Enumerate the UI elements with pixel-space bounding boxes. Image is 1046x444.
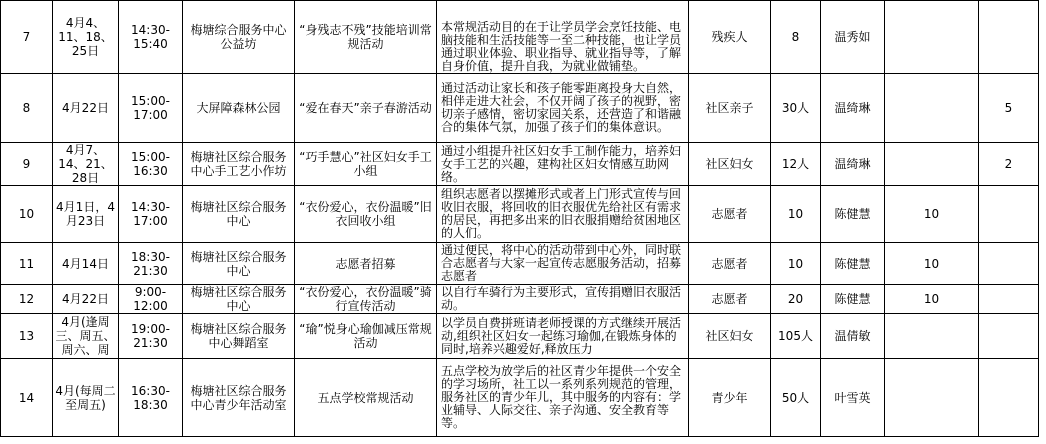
- volunteers-cell: [885, 1, 979, 74]
- volunteers-cell: 10: [885, 186, 979, 243]
- date-text: 4月(逢周三、周五、周六、周: [55, 314, 116, 357]
- time-cell: 18:30-21:30: [119, 243, 183, 285]
- target-cell: 社区妇女: [689, 314, 771, 359]
- activity-name-cell: 五点学校常规活动: [295, 359, 437, 437]
- time-cell: 15:00-16:30: [119, 143, 183, 186]
- content-text: 通过小组提升社区妇女手工制作能力，培养妇女手工艺的兴趣，建构社区妇女情感互助网络。: [441, 143, 682, 184]
- date-cell: 4月14日: [53, 243, 119, 285]
- volunteers-cell: [885, 314, 979, 359]
- place-cell: 梅塘社区综合服务中心: [183, 285, 295, 314]
- count-cell: 30人: [771, 74, 821, 143]
- target-cell: 青少年: [689, 359, 771, 437]
- content-cell: [437, 74, 689, 143]
- table-row: [1, 74, 1039, 143]
- place-cell: 梅塘综合服务中心公益坊: [183, 1, 295, 74]
- place-cell: 梅塘社区综合服务中心: [183, 186, 295, 243]
- hours-cell: [979, 1, 1039, 74]
- content-text: 组织志愿者以摆摊形式或者上门形式宣传与回收旧衣服，将回收的旧衣服优先给社区有需求的居民，再把多出来的旧衣服捐赠给贫困地区的人们。: [441, 187, 682, 240]
- content-text: 以学员自费拼班请老师授课的方式继续开展活动,组织社区妇女一起练习瑜伽,在锻炼身体的同时,培养兴趣爱好,释放压力: [441, 315, 682, 356]
- count-cell: 10: [771, 186, 821, 243]
- staff-cell: 陈健慧: [821, 243, 885, 285]
- activity-name-cell: “身残志不残”技能培训常规活动: [295, 1, 437, 74]
- time-cell: 19:00-21:30: [119, 314, 183, 359]
- row-number: 11: [1, 243, 53, 285]
- volunteers-cell: 10: [885, 243, 979, 285]
- time-cell: 15:00-17:00: [119, 74, 183, 143]
- table-row: [1, 143, 1039, 186]
- place-cell: 梅塘社区综合服务中心舞蹈室: [183, 314, 295, 359]
- row-number: 7: [1, 1, 53, 74]
- activity-name-cell: “衣份爱心，衣份温暖”旧衣回收小组: [295, 186, 437, 243]
- activity-name-cell: “巧手慧心”社区妇女手工小组: [295, 143, 437, 186]
- row-number: 13: [1, 314, 53, 359]
- hours-cell: 5: [979, 74, 1039, 143]
- row-number: 10: [1, 186, 53, 243]
- activity-name-cell: “衣份爱心，衣份温暖”骑行宣传活动: [295, 285, 437, 314]
- count-cell: 12人: [771, 143, 821, 186]
- volunteers-cell: 10: [885, 285, 979, 314]
- activity-name-cell: 志愿者招募: [295, 243, 437, 285]
- place-cell: 梅塘社区综合服务中心: [183, 243, 295, 285]
- date-cell: 4月7、14、21、28日: [53, 143, 119, 186]
- content-text: 以自行车骑行为主要形式，宣传捐赠旧衣服活动。: [441, 285, 682, 312]
- row-number: 14: [1, 359, 53, 437]
- count-cell: 20: [771, 285, 821, 314]
- target-cell: 社区亲子: [689, 74, 771, 143]
- content-cell: [437, 314, 689, 359]
- staff-cell: 温绮琳: [821, 74, 885, 143]
- content-cell: [437, 243, 689, 285]
- staff-cell: 温绮琳: [821, 143, 885, 186]
- count-cell: 50人: [771, 359, 821, 437]
- time-cell: 14:30-17:00: [119, 186, 183, 243]
- table-row: [1, 314, 1039, 359]
- content-cell: [437, 1, 689, 74]
- count-cell: 10: [771, 243, 821, 285]
- hours-cell: [979, 314, 1039, 359]
- date-cell: 4月(每周二至周五): [53, 359, 119, 437]
- count-cell: 105人: [771, 314, 821, 359]
- content-text: 通过活动让家长和孩子能零距离投身大自然，相伴走进大社会，不仅开阔了孩子的视野，密切亲子感情，密切家园关系，还营造了和谐融合的集体气氛，加强了孩子们的集体意识。: [441, 81, 682, 134]
- content-text: 本常规活动目的在于让学员学会烹饪技能、电脑技能和生活技能等一至二种技能，也让学员通过职业体验、职业指导、就业指导等，了解自身价值，提升自我，为就业做铺垫。: [441, 19, 682, 73]
- date-cell: 4月4、11、18、25日: [53, 1, 119, 74]
- hours-cell: [979, 285, 1039, 314]
- target-cell: 志愿者: [689, 186, 771, 243]
- hours-cell: [979, 243, 1039, 285]
- content-cell: [437, 359, 689, 437]
- date-cell: 4月1日，4月23日: [53, 186, 119, 243]
- hours-cell: [979, 359, 1039, 437]
- place-cell: 梅塘社区综合服务中心青少年活动室: [183, 359, 295, 437]
- date-cell: 4月22日: [53, 74, 119, 143]
- staff-cell: 陈健慧: [821, 285, 885, 314]
- content-text: 通过便民，将中心的活动带到中心外，同时联合志愿者与大家一起宣传志愿服务活动，招募志愿者: [441, 243, 682, 283]
- row-number: 8: [1, 74, 53, 143]
- table-row: [1, 186, 1039, 243]
- time-cell: 16:30-18:30: [119, 359, 183, 437]
- activity-name-cell: “爱在春天”亲子春游活动: [295, 74, 437, 143]
- target-cell: 社区妇女: [689, 143, 771, 186]
- time-cell: 9:00-12:00: [119, 285, 183, 314]
- table-row: [1, 243, 1039, 285]
- activity-name-cell: “瑜”悦身心瑜伽减压常规活动: [295, 314, 437, 359]
- content-text: 五点学校为放学后的社区青少年提供一个安全的学习场所，社工以一系列系列规范的管理，服务社区的青少年儿，其中服务的内容有：学业辅导、人际交往、亲子沟通、安全教育等等。: [441, 364, 682, 430]
- target-cell: 志愿者: [689, 243, 771, 285]
- table-row: [1, 359, 1039, 437]
- place-cell: 大屏障森林公园: [183, 74, 295, 143]
- content-cell: [437, 186, 689, 243]
- target-cell: 残疾人: [689, 1, 771, 74]
- target-cell: 志愿者: [689, 285, 771, 314]
- volunteers-cell: [885, 143, 979, 186]
- count-cell: 8: [771, 1, 821, 74]
- row-number: 9: [1, 143, 53, 186]
- staff-cell: 陈健慧: [821, 186, 885, 243]
- table-row: [1, 1, 1039, 74]
- content-cell: [437, 285, 689, 314]
- volunteers-cell: [885, 74, 979, 143]
- date-cell: [53, 314, 119, 359]
- date-cell: 4月22日: [53, 285, 119, 314]
- content-cell: [437, 143, 689, 186]
- staff-cell: 叶雪英: [821, 359, 885, 437]
- volunteers-cell: [885, 359, 979, 437]
- staff-cell: 温秀如: [821, 1, 885, 74]
- time-cell: 14:30-15:40: [119, 1, 183, 74]
- hours-cell: 2: [979, 143, 1039, 186]
- staff-cell: 温倩敏: [821, 314, 885, 359]
- place-cell: 梅塘社区综合服务中心手工艺小作坊: [183, 143, 295, 186]
- row-number: 12: [1, 285, 53, 314]
- hours-cell: [979, 186, 1039, 243]
- table-row: [1, 285, 1039, 314]
